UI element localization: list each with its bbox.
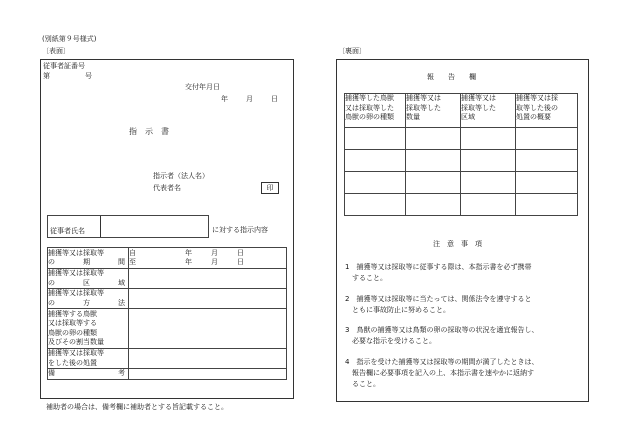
area-row <box>48 269 287 289</box>
report-table <box>344 93 578 216</box>
species-value <box>129 309 287 349</box>
disposal-row <box>48 349 287 369</box>
disposal-label: 捕獲等又は採取等 をした後の処置 <box>48 349 129 369</box>
document-title: 指 示 書 <box>129 127 169 136</box>
seal-box <box>261 182 279 194</box>
notes-title: 注 意 事 項 <box>433 240 482 248</box>
report-header-species: 捕獲等した鳥獣 又は採取等した 鳥獣の卵の種類 <box>345 94 406 128</box>
back-section-label: 〔裏面〕 <box>338 47 366 55</box>
report-title: 報 告 欄 <box>427 73 476 81</box>
area-label: 捕獲等又は採取等 の 区 域 <box>48 269 129 289</box>
worker-name-label: 従事者氏名 <box>50 227 85 235</box>
remarks-label: 備 考 <box>48 369 129 380</box>
period-row <box>48 248 287 269</box>
representative-label: 代表者名 <box>153 184 181 192</box>
number-suffix: 号 <box>85 72 92 80</box>
issue-year: 年 <box>221 95 228 103</box>
issue-day: 日 <box>271 95 278 103</box>
issue-month: 月 <box>246 95 253 103</box>
report-row <box>345 150 578 172</box>
report-header-disposal: 捕獲等又は採 取等した後の 処置の概要 <box>516 94 578 128</box>
period-to: 至 <box>129 258 136 266</box>
front-panel <box>40 59 294 399</box>
worker-name-divider <box>100 216 101 237</box>
back-panel <box>336 59 589 402</box>
note-2: 2 捕獲等又は採取等に当たっては、関係法令を遵守すると ともに事故防止に努めること。 <box>345 295 532 314</box>
report-header-area: 捕獲等又は 採取等した 区域 <box>461 94 516 128</box>
cert-number-label: 従事者証番号 <box>43 62 85 70</box>
report-row <box>345 172 578 194</box>
remarks-row <box>48 369 287 380</box>
form-label: (別紙第９号様式) <box>42 35 97 43</box>
species-row <box>48 309 287 349</box>
note-1: 1 捕獲等又は採取等に従事する際は、本指示書を必ず携帯 すること。 <box>345 263 532 282</box>
footnote: 補助者の場合は、備考欄に補助者とする旨記載すること。 <box>46 403 228 411</box>
front-section-label: 〔表面〕 <box>42 47 70 55</box>
issue-date-label: 交付年月日 <box>185 83 220 91</box>
number-prefix: 第 <box>43 72 50 80</box>
species-label: 捕獲等する鳥獣 又は採取等する 鳥獣の卵の種類 及びその割当数量 <box>48 309 129 349</box>
method-label: 捕獲等又は採取等 の 方 法 <box>48 289 129 309</box>
details-table <box>47 247 287 380</box>
report-row <box>345 128 578 150</box>
report-header-row <box>345 94 578 128</box>
area-value <box>129 269 287 289</box>
period-value: 自 年 月 日 至 年 月 日 <box>129 248 287 269</box>
method-value <box>129 289 287 309</box>
method-row <box>48 289 287 309</box>
report-row <box>345 194 578 216</box>
worker-name-box <box>47 215 209 238</box>
period-label: 捕獲等又は採取等 の 期 間 <box>48 248 129 269</box>
remarks-value <box>129 369 287 380</box>
report-header-quantity: 捕獲等又は 採取等した 数量 <box>406 94 461 128</box>
note-3: 3 鳥獣の捕獲等又は鳥類の卵の採取等の状況を適宜報告し、 必要な指示を受けること。 <box>345 326 539 345</box>
issuer-label: 指示者（法人名） <box>153 172 209 180</box>
period-from: 自 <box>129 248 136 257</box>
note-4: 4 指示を受けた捕獲等又は採取等の期間が満了したときは、 報告欄に必要事項を記入の上、本指示書を速やかに返納す ること。 <box>345 358 539 388</box>
seal-text: 印 <box>266 184 274 192</box>
instruction-suffix: に対する指示内容 <box>212 226 268 234</box>
disposal-value <box>129 349 287 369</box>
